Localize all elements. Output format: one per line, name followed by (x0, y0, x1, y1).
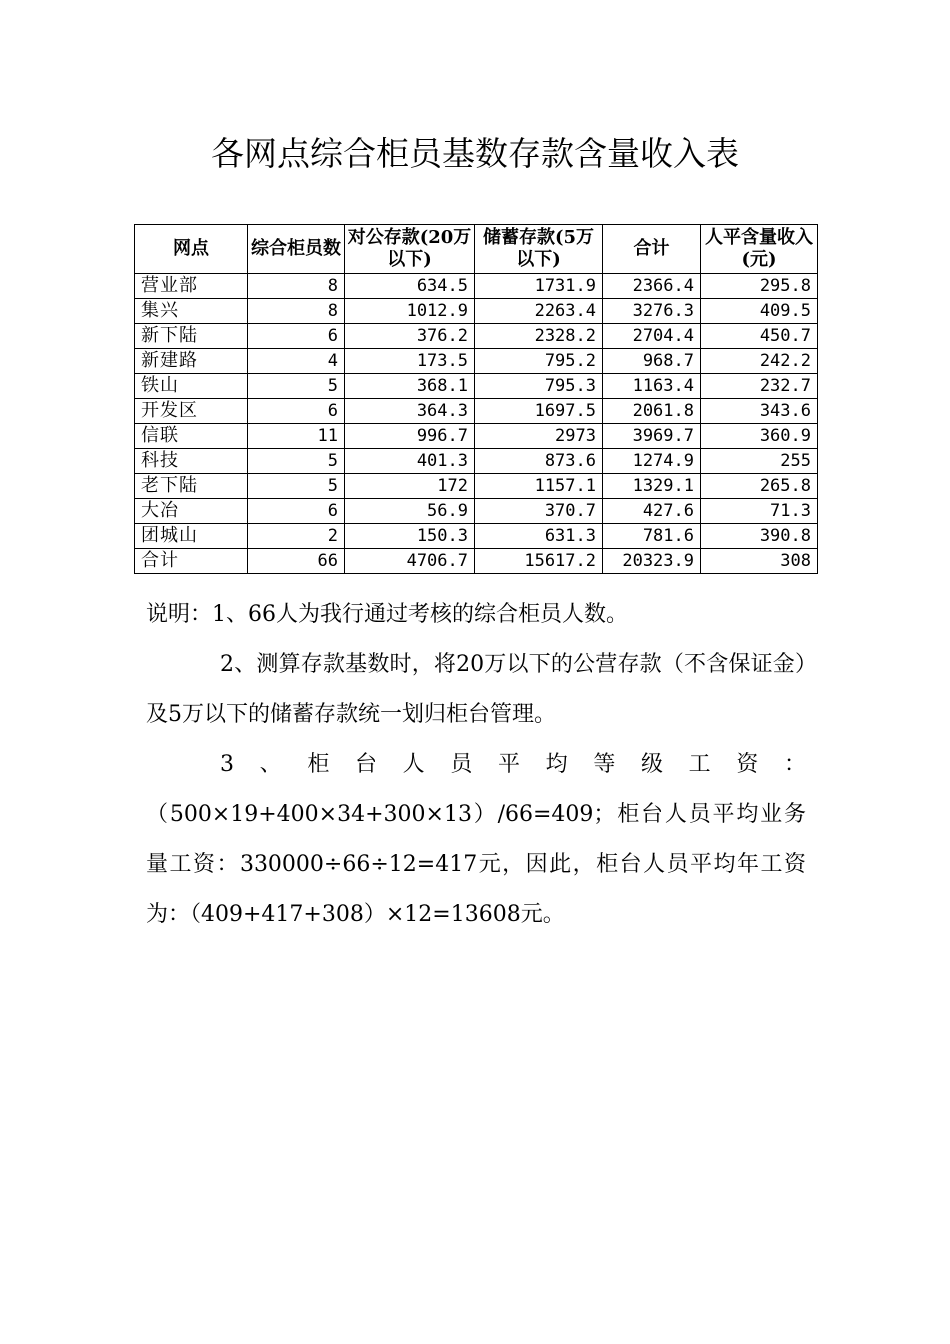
value-cell: 2973 (475, 424, 603, 449)
value-cell: 242.2 (701, 349, 818, 374)
value-cell: 427.6 (603, 499, 701, 524)
value-cell: 781.6 (603, 524, 701, 549)
value-cell: 1163.4 (603, 374, 701, 399)
notes-section (146, 590, 806, 940)
value-cell: 308 (701, 549, 818, 574)
header-teller-count: 综合柜员数 (248, 225, 345, 274)
value-cell: 5 (248, 474, 345, 499)
value-cell: 1329.1 (603, 474, 701, 499)
value-cell: 6 (248, 324, 345, 349)
header-branch: 网点 (135, 225, 248, 274)
value-cell: 343.6 (701, 399, 818, 424)
header-savings-deposit: 储蓄存款(5万以下) (475, 225, 603, 274)
value-cell: 5 (248, 374, 345, 399)
value-cell: 255 (701, 449, 818, 474)
branch-name-cell: 开发区 (135, 399, 248, 424)
branch-name-cell: 信联 (135, 424, 248, 449)
value-cell: 232.7 (701, 374, 818, 399)
value-cell: 795.3 (475, 374, 603, 399)
value-cell: 1012.9 (345, 299, 475, 324)
value-cell: 1731.9 (475, 274, 603, 299)
branch-name-cell: 铁山 (135, 374, 248, 399)
branch-name-cell: 新建路 (135, 349, 248, 374)
value-cell: 968.7 (603, 349, 701, 374)
table-body (135, 274, 818, 574)
value-cell: 795.2 (475, 349, 603, 374)
branch-name-cell: 大冶 (135, 499, 248, 524)
table-row (135, 274, 818, 299)
value-cell: 409.5 (701, 299, 818, 324)
header-total: 合计 (603, 225, 701, 274)
value-cell: 71.3 (701, 499, 818, 524)
table-row (135, 399, 818, 424)
table-row (135, 499, 818, 524)
value-cell: 3276.3 (603, 299, 701, 324)
value-cell: 996.7 (345, 424, 475, 449)
table-row (135, 324, 818, 349)
table-row (135, 349, 818, 374)
branch-name-cell: 老下陆 (135, 474, 248, 499)
branch-name-cell: 营业部 (135, 274, 248, 299)
table-row (135, 424, 818, 449)
value-cell: 150.3 (345, 524, 475, 549)
page-title: 各网点综合柜员基数存款含量收入表 (211, 134, 739, 173)
table-row (135, 549, 818, 574)
table-row (135, 374, 818, 399)
value-cell: 5 (248, 449, 345, 474)
value-cell: 173.5 (345, 349, 475, 374)
table-header-row (135, 225, 818, 274)
value-cell: 450.7 (701, 324, 818, 349)
value-cell: 15617.2 (475, 549, 603, 574)
branch-name-cell: 团城山 (135, 524, 248, 549)
note-1: 说明：1、66人为我行通过考核的综合柜员人数。 (146, 602, 628, 627)
value-cell: 1697.5 (475, 399, 603, 424)
value-cell: 265.8 (701, 474, 818, 499)
value-cell: 873.6 (475, 449, 603, 474)
branch-name-cell: 集兴 (135, 299, 248, 324)
note-2: 2、测算存款基数时，将20万以下的公营存款（不含保证金）及5万以下的储蓄存款统一划归柜台管理。 (146, 652, 806, 727)
value-cell: 4 (248, 349, 345, 374)
value-cell: 2366.4 (603, 274, 701, 299)
header-per-capita-income: 人平含量收入(元) (701, 225, 818, 274)
value-cell: 2704.4 (603, 324, 701, 349)
value-cell: 368.1 (345, 374, 475, 399)
branch-name-cell: 科技 (135, 449, 248, 474)
value-cell: 370.7 (475, 499, 603, 524)
value-cell: 20323.9 (603, 549, 701, 574)
table-row (135, 299, 818, 324)
value-cell: 295.8 (701, 274, 818, 299)
value-cell: 3969.7 (603, 424, 701, 449)
branch-name-cell: 新下陆 (135, 324, 248, 349)
table-row (135, 449, 818, 474)
value-cell: 2328.2 (475, 324, 603, 349)
value-cell: 8 (248, 274, 345, 299)
value-cell: 2263.4 (475, 299, 603, 324)
table-row (135, 524, 818, 549)
value-cell: 2061.8 (603, 399, 701, 424)
value-cell: 2 (248, 524, 345, 549)
value-cell: 401.3 (345, 449, 475, 474)
value-cell: 4706.7 (345, 549, 475, 574)
value-cell: 631.3 (475, 524, 603, 549)
value-cell: 1274.9 (603, 449, 701, 474)
value-cell: 172 (345, 474, 475, 499)
value-cell: 6 (248, 499, 345, 524)
value-cell: 634.5 (345, 274, 475, 299)
value-cell: 56.9 (345, 499, 475, 524)
value-cell: 1157.1 (475, 474, 603, 499)
branch-name-cell: 合计 (135, 549, 248, 574)
value-cell: 6 (248, 399, 345, 424)
value-cell: 360.9 (701, 424, 818, 449)
value-cell: 8 (248, 299, 345, 324)
note-3: 3、柜台人员平均等级工资：（500×19+400×34+300×13）/66=409；柜台人员平均业务量工资：330000÷66÷12=417元，因此，柜台人员平均年工资为：（409+417+308）×12=13608元。 (146, 752, 806, 927)
header-corporate-deposit: 对公存款(20万以下) (345, 225, 475, 274)
value-cell: 364.3 (345, 399, 475, 424)
value-cell: 376.2 (345, 324, 475, 349)
table-row (135, 474, 818, 499)
value-cell: 66 (248, 549, 345, 574)
value-cell: 11 (248, 424, 345, 449)
value-cell: 390.8 (701, 524, 818, 549)
deposit-income-table (134, 224, 818, 574)
